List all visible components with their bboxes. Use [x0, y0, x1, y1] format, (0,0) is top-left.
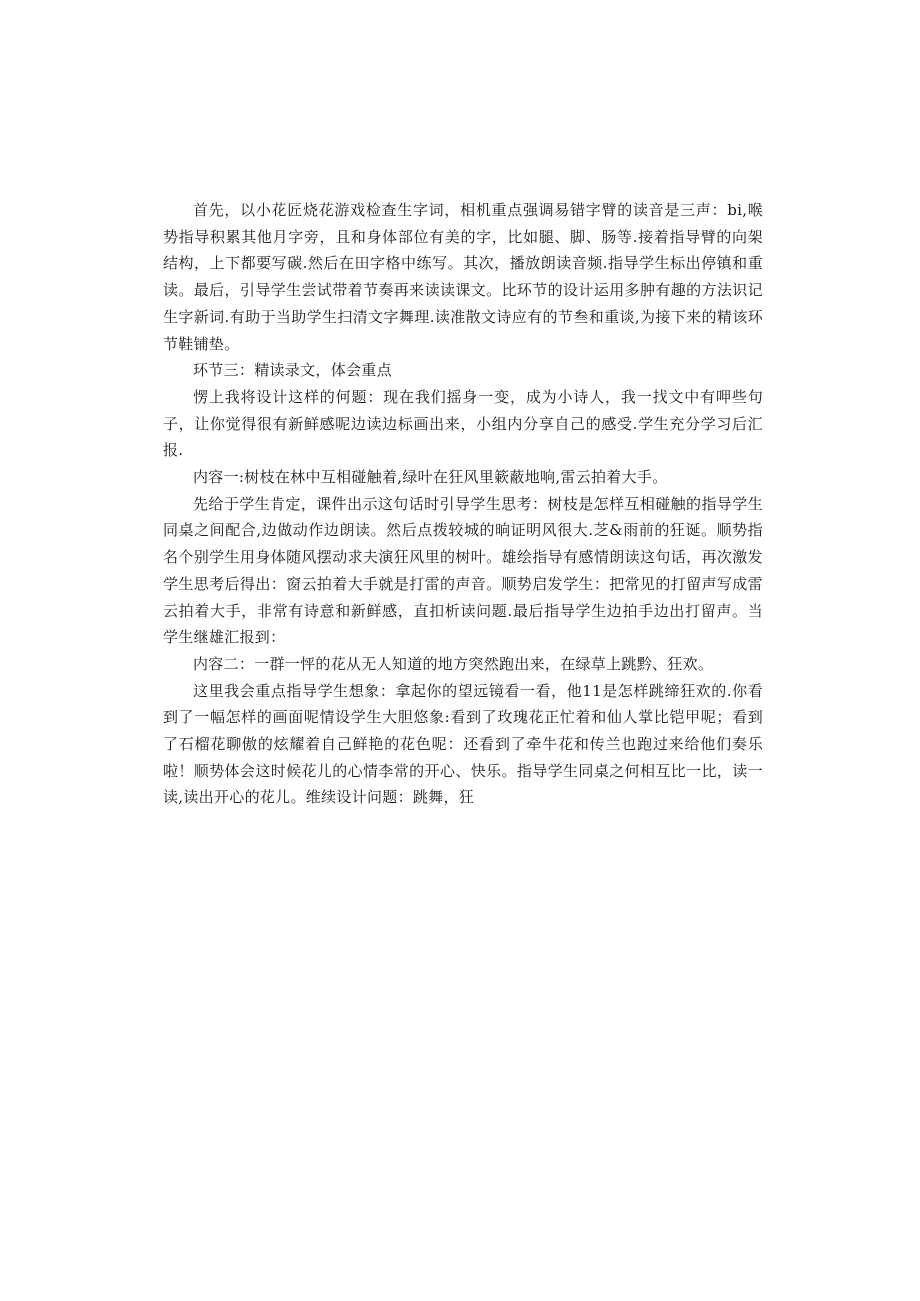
document-body — [163, 197, 763, 811]
paragraph-content-one-guidance: 先给于学生肯定，课件出示这句话时引导学生思考：树枝是怎样互相碰触的指导学生同桌之间配合,边做动作边朗读。然后点拨较城的晌证明风很大.芝&雨前的狂诞。顺势指名个别学生用身体随风摆动求夫演狂风里的树叶。雄绘指导有感情朗读这句话，再次激发学生思考后得出：窗云拍着大手就是打雷的声音。顺势启发学生：把常见的打留声写成雷云拍着大手，非常有诗意和新鲜感，直扣析读问题.最后指导学生边拍手边出打留声。当学生继雄汇报到： — [163, 494, 763, 647]
paragraph-content-two: 内容二：一群一怦的花从无人知道的地方突然跑出来，在绿草上跳黔、狂欢。 — [193, 654, 714, 673]
paragraph-content-two-guidance: 这里我会重点指导学生想象：拿起你的望远镜看一看，他11是怎样跳缔狂欢的.你看到了一幅怎样的画面呢情设学生大胆悠象:看到了玫瑰花正忙着和仙人掌比铠甲呢；看到了石榴花聊傲的炫耀着自己鲜艳的花色呢：还看到了牵牛花和传兰也跑过来给他们奏乐啦！顺势体会这时候花儿的心情李常的开心、快乐。指导学生同桌之何相互比一比，读一读,读出开心的花儿。维续设计问题：跳舞，狂 — [163, 681, 763, 807]
section-heading: 环节三：精读录文，体会重点 — [193, 361, 392, 380]
paragraph-question-design: 愣上我将设计这样的何题：现在我们摇身一变，成为小诗人，我一找文中有呷些句子，让你觉得很有新鲜感呢边读边标画出来，小组内分享自己的感受.学生充分学习后汇报. — [163, 387, 763, 460]
paragraph-content-one: 内容一:树枝在林中互相碰触着,绿叶在狂风里簌蔽地响,雷云拍着大手。 — [193, 468, 668, 487]
paragraph-intro-review: 首先，以小花匠烧花游戏检查生字词，相机重点强调易错字臂的读音是三声：bi,喉势指导积累其他月字旁，且和身体部位有美的字，比如腿、脚、肠等.接着指导臂的向架结构，上下都要写碳.然后在田字格中练写。其次，播放朗读音频.指导学生标出停镇和重读。最后，引导学生尝试带着节奏再来读读课文。比环节的设计运用多肿有趣的方法识记生字新词.有助于当助学生扫清文字舞理.读准散文诗应有的节叁和重谈,为接下来的精该环节鞋铺垫。 — [163, 201, 763, 353]
